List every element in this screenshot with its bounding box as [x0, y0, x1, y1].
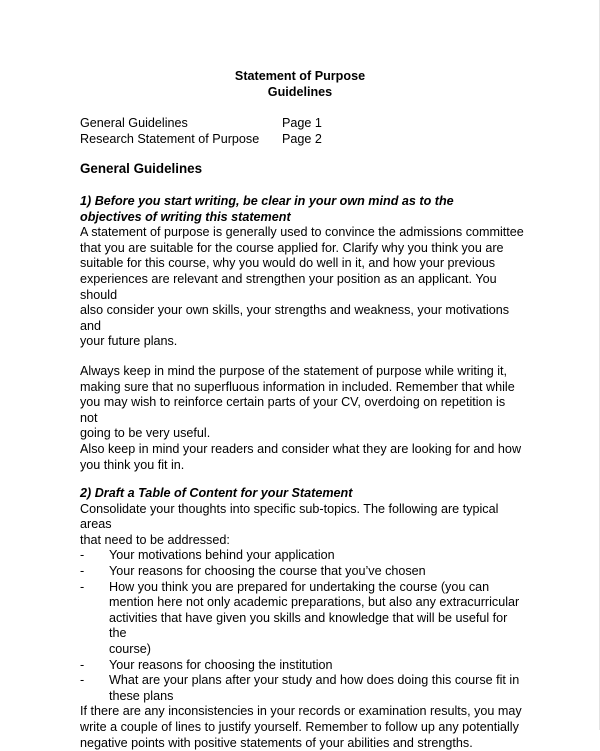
list-item — [80, 580, 525, 658]
dash-marker: - — [80, 657, 85, 672]
title-line-2: Guidelines — [267, 85, 333, 99]
paragraph-3 — [80, 502, 525, 549]
text-line: also consider your own skills, your strengths and weakness, your motivations and — [80, 303, 510, 333]
dash-marker: - — [80, 579, 85, 594]
table-of-contents — [80, 116, 380, 147]
bullet-list — [80, 548, 525, 704]
text-line: that need to be addressed: — [80, 532, 230, 547]
subsection-1-heading — [80, 194, 525, 225]
text-line: course) — [109, 642, 151, 657]
text-line: you think you fit in. — [80, 457, 185, 472]
title-line-1: Statement of Purpose — [234, 69, 366, 83]
text-line: Consolidate your thoughts into specific sub-topics. The following are typical areas — [80, 501, 499, 532]
text-line: write a couple of lines to justify yourself. Remember to follow up any potentially — [80, 720, 519, 734]
toc-page: Page 2 — [282, 131, 322, 146]
text-line: your future plans. — [80, 334, 178, 349]
toc-row — [80, 132, 380, 148]
text-line: A statement of purpose is generally used to convince the admissions committee — [80, 225, 524, 240]
text-line: experiences are relevant and strengthen your position as an applicant. You should — [80, 271, 497, 302]
document-title — [0, 68, 600, 100]
text-line: What are your plans after your study and how does doing this course fit in — [109, 673, 520, 688]
text-line: Always keep in mind the purpose of the statement of purpose while writing it, — [80, 363, 508, 378]
text-line: How you think you are prepared for undertaking the course (you can — [109, 579, 490, 594]
text-line: Also keep in mind your readers and consider what they are looking for and how — [80, 441, 522, 456]
text-line: mention here not only academic preparations, but also any extracurricular — [109, 595, 520, 610]
text-line: suitable for this course, why you would do well in it, and how your previous — [80, 256, 496, 271]
list-item — [80, 564, 525, 580]
list-item — [80, 548, 525, 564]
paragraph-4 — [80, 704, 525, 751]
text-line: you may wish to reinforce certain parts of your CV, overdoing on repetition is not — [80, 395, 506, 425]
heading-line: objectives of writing this statement — [80, 209, 291, 224]
toc-label: Research Statement of Purpose — [80, 131, 260, 146]
text-line: going to be very useful. — [80, 426, 211, 441]
dash-marker: - — [80, 548, 85, 563]
paragraph-1 — [80, 225, 525, 350]
toc-page: Page 1 — [282, 116, 322, 130]
text-line: that you are suitable for the course applied for. Clarify why you think you are — [80, 240, 504, 255]
text-line: Your reasons for choosing the course that you’ve chosen — [109, 564, 426, 579]
text-line: making sure that no superfluous information in included. Remember that while — [80, 379, 515, 394]
heading-line: 1) Before you start writing, be clear in your own mind as to the — [80, 194, 454, 208]
text-line: these plans — [109, 688, 174, 703]
section-heading: General Guidelines — [80, 161, 203, 176]
paragraph-2 — [80, 364, 525, 473]
toc-row — [80, 116, 380, 132]
subsection-2-heading: 2) Draft a Table of Content for your Statement — [80, 486, 353, 501]
list-item — [80, 658, 525, 674]
dash-marker: - — [80, 673, 85, 688]
document-body — [80, 194, 525, 751]
text-line: Your motivations behind your application — [109, 548, 335, 563]
dash-marker: - — [80, 564, 85, 579]
text-line: Your reasons for choosing the institution — [109, 657, 333, 672]
text-line: activities that have given you skills and knowledge that will be useful for the — [109, 610, 508, 641]
text-line: negative points with positive statements of your abilities and strengths. — [80, 735, 473, 750]
toc-label: General Guidelines — [80, 116, 188, 130]
list-item — [80, 673, 525, 704]
text-line: If there are any inconsistencies in your records or examination results, you may — [80, 704, 522, 719]
